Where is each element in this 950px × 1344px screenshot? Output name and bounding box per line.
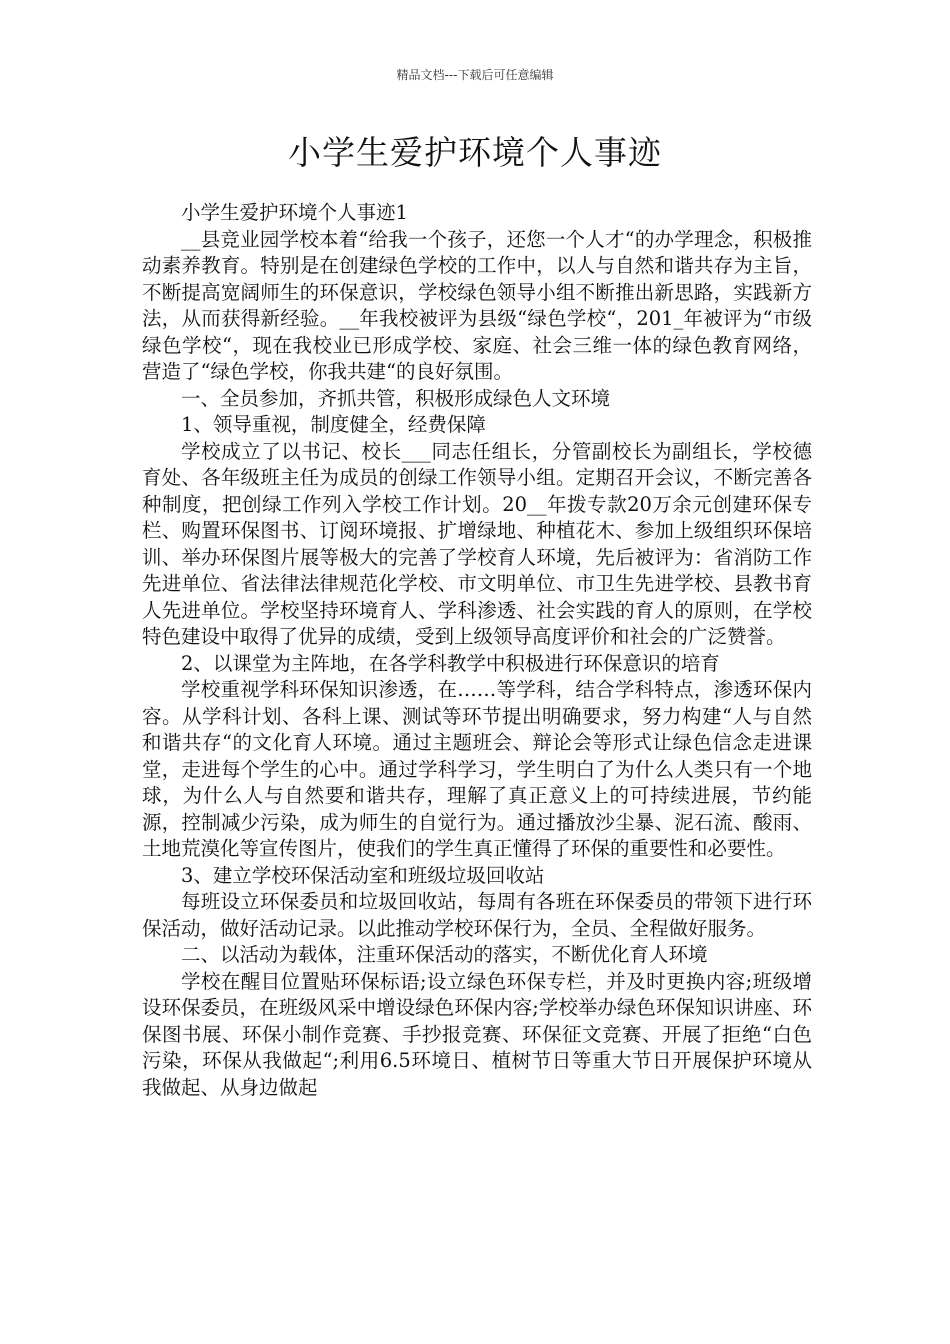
section-heading-1: 一、全员参加，齐抓共管，积极形成绿色人文环境 [181, 386, 611, 410]
paragraph-intro: __县竞业园学校本着“给我一个孩子，还您一个人才“的办学理念，积极推动素养教育。特别是在创建绿色学校的工作中，以人与自然和谐共存为主旨，不断提高宽阔师生的环保意识，学校绿色领导小组不断推出新思路，实践新方法，从而获得新经验。__年我校被评为县级“绿色学校“，201_年被评为“市级绿色学校“，现在我校业已形成学校、家庭、社会三维一体的绿色教育网络，营造了“绿色学校，你我共建“的良好氛围。 [142, 227, 812, 383]
paragraph-subtitle: 小学生爱护环境个人事迹1 [181, 201, 408, 224]
subsection-heading-1-3: 3、建立学校环保活动室和班级垃圾回收站 [181, 863, 545, 887]
document-body [142, 200, 812, 1101]
paragraph-body: 学校成立了以书记、校长___同志任组长，分管副校长为副组长，学校德育处、各年级班主任为成员的创绿工作领导小组。定期召开会议，不断完善各种制度，把创绿工作列入学校工作计划。20__年拨专款20万余元创建环保专栏、购置环保图书、订阅环境报、扩增绿地、种植花木、参加上级组织环保培训、举办环保图片展等极大的完善了学校育人环境，先后被评为：省消防工作先进单位、省法律法律规范化学校、市文明单位、市卫生先进学校、县教书育人先进单位。学校坚持环境育人、学科渗透、社会实践的育人的原则，在学校特色建设中取得了优异的成绩，受到上级领导高度评价和社会的广泛赞誉。 [142, 439, 812, 648]
section-heading-2: 二、以活动为载体，注重环保活动的落实，不断优化育人环境 [181, 943, 708, 966]
paragraph-body: 每班设立环保委员和垃圾回收站，每周有各班在环保委员的带领下进行环保活动，做好活动记录。以此推动学校环保行为，全员、全程做好服务。 [142, 890, 812, 940]
paragraph-body: 学校在醒目位置贴环保标语;设立绿色环保专栏，并及时更换内容;班级增设环保委员，在班级风采中增设绿色环保内容;学校举办绿色环保知识讲座、环保图书展、环保小制作竞赛、手抄报竞赛、环保征文竞赛、开展了拒绝“白色污染，环保从我做起“;利用6.5环境日、植树节日等重大节日开展保护环境从我做起、从身边做起 [142, 969, 812, 1099]
subsection-heading-1-1: 1、领导重视，制度健全，经费保障 [181, 413, 486, 436]
paragraph-body: 学校重视学科环保知识渗透，在……等学科，结合学科特点，渗透环保内容。从学科计划、各科上课、测试等环节提出明确要求，努力构建“人与自然和谐共存“的文化育人环境。通过主题班会、辩论会等形式让绿色信念走进课堂，走进每个学生的心中。通过学科学习，学生明白了为什么人类只有一个地球，为什么人与自然要和谐共存，理解了真正意义上的可持续进展，节约能源，控制减少污染，成为师生的自觉行为。通过播放沙尘暴、泥石流、酸雨、土地荒漠化等宣传图片，使我们的学生真正懂得了环保的重要性和必要性。 [142, 678, 812, 860]
subsection-heading-1-2: 2、以课堂为主阵地，在各学科教学中积极进行环保意识的培育 [181, 651, 720, 675]
document-title: 小学生爱护环境个人事迹 [288, 133, 662, 172]
page-header-note: 精品文档---下载后可任意编辑 [396, 68, 554, 82]
